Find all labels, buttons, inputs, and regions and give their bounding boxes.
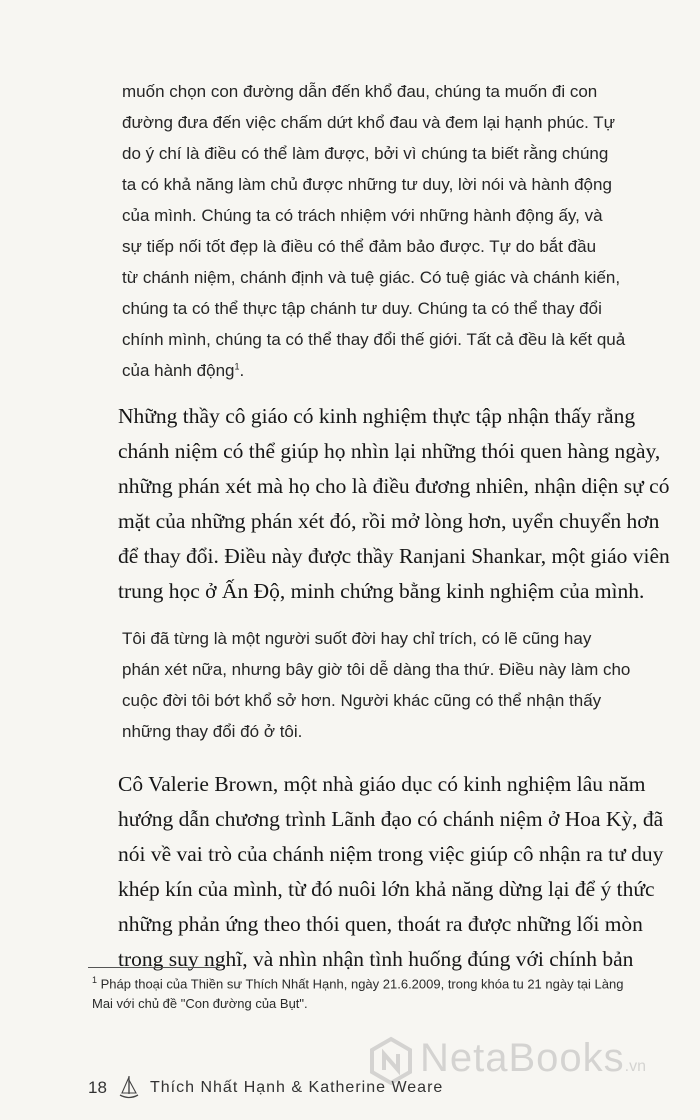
- paragraph-line: chánh niệm có thể giúp họ nhìn lại những thói quen hàng ngày,: [118, 439, 661, 463]
- watermark: [368, 1032, 688, 1092]
- paragraph-line: những phán xét mà họ cho là điều đương nhiên, nhận diện sự có: [118, 474, 670, 498]
- watermark-brand: NetaBooks: [420, 1036, 625, 1080]
- footnote-marker: 1: [92, 975, 98, 985]
- quote-line: sự tiếp nối tốt đẹp là điều có thể đảm bảo được. Tự do bắt đầu: [122, 237, 597, 256]
- quote-line: đường đưa đến việc chấm dứt khổ đau và đem lại hạnh phúc. Tự: [122, 113, 615, 132]
- netabooks-logo-icon: [368, 1036, 414, 1086]
- quote-line: của mình. Chúng ta có trách nhiệm với những hành động ấy, và: [122, 206, 603, 225]
- quote-line-text: của hành động: [122, 361, 235, 380]
- footnote-divider: [88, 967, 220, 968]
- indented-quote-1: [122, 82, 662, 382]
- footnote-line: [92, 975, 623, 991]
- paragraph-line: Những thầy cô giáo có kinh nghiệm thực tập nhận thấy rằng: [118, 404, 636, 428]
- sailboat-icon: [118, 1074, 140, 1102]
- quote-period: .: [239, 361, 245, 380]
- watermark-text: [420, 1036, 646, 1081]
- footnote-reference: 1: [234, 361, 240, 372]
- paragraph-line: những phản ứng theo thói quen, thoát ra được những lối mòn: [118, 912, 643, 936]
- quote-line: [122, 361, 244, 381]
- quote-line: ta có khả năng làm chủ được những tư duy, lời nói và hành động: [122, 175, 612, 194]
- paragraph-line: trong suy nghĩ, và nhìn nhận tình huống đúng với chính bản: [118, 947, 634, 971]
- body-paragraph-2: [118, 772, 678, 972]
- paragraph-line: trung học ở Ấn Độ, minh chứng bằng kinh nghiệm của mình.: [118, 579, 645, 603]
- paragraph-line: nói về vai trò của chánh niệm trong việc giúp cô nhận ra tư duy: [118, 842, 664, 866]
- indented-quote-2: [122, 629, 662, 749]
- paragraph-line: khép kín của mình, từ đó nuôi lớn khả năng dừng lại để ý thức: [118, 877, 655, 901]
- quote-line: phán xét nữa, nhưng bây giờ tôi dễ dàng tha thứ. Điều này làm cho: [122, 660, 631, 679]
- quote-line: cuộc đời tôi bớt khổ sở hơn. Người khác cũng có thể nhận thấy: [122, 691, 602, 710]
- paragraph-line: mặt của những phán xét đó, rồi mở lòng hơn, uyển chuyển hơn: [118, 509, 660, 533]
- running-head: Thích Nhất Hạnh & Katherine Weare: [150, 1079, 444, 1096]
- quote-line: những thay đổi đó ở tôi.: [122, 722, 303, 741]
- quote-line: Tôi đã từng là một người suốt đời hay chỉ trích, có lẽ cũng hay: [122, 629, 592, 648]
- footnote-line: Mai với chủ đề "Con đường của Bụt".: [92, 996, 308, 1011]
- body-paragraph-1: [118, 404, 678, 604]
- paragraph-line: hướng dẫn chương trình Lãnh đạo có chánh niệm ở Hoa Kỳ, đã: [118, 807, 664, 831]
- quote-line: chính mình, chúng ta có thể thay đổi thế giới. Tất cả đều là kết quả: [122, 330, 626, 349]
- quote-line: muốn chọn con đường dẫn đến khổ đau, chúng ta muốn đi con: [122, 82, 598, 101]
- paragraph-line: Cô Valerie Brown, một nhà giáo dục có kinh nghiệm lâu năm: [118, 772, 646, 796]
- paragraph-line: để thay đổi. Điều này được thầy Ranjani Shankar, một giáo viên: [118, 544, 670, 568]
- watermark-suffix: .vn: [624, 1058, 647, 1075]
- quote-line: từ chánh niệm, chánh định và tuệ giác. Có tuệ giác và chánh kiến,: [122, 268, 621, 287]
- quote-line: chúng ta có thể thực tập chánh tư duy. Chúng ta có thể thay đổi: [122, 299, 602, 318]
- footnote-text: Pháp thoại của Thiền sư Thích Nhất Hạnh, ngày 21.6.2009, trong khóa tu 21 ngày tại Làng: [100, 976, 624, 992]
- page-number: 18: [88, 1078, 107, 1097]
- quote-line: do ý chí là điều có thể làm được, bởi vì chúng ta biết rằng chúng: [122, 144, 609, 163]
